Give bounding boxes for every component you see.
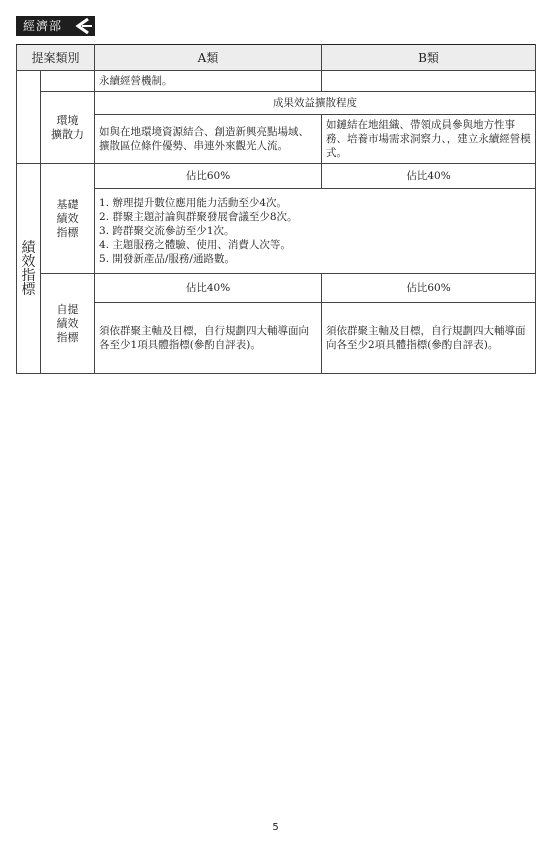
page-header <box>16 16 95 36</box>
list-item: 2. 群聚主題討論與群聚發展會議至少8次。 <box>99 211 298 223</box>
page-number: 5 <box>272 822 279 833</box>
list-item: 3. 跨群聚交流參訪至少1次。 <box>99 225 235 237</box>
basic-a-weight: 佔比60% <box>95 164 322 189</box>
header-type-b: B類 <box>322 45 536 71</box>
continuation-text: 永續經營機制。 <box>95 71 322 92</box>
blank-cell <box>41 71 95 92</box>
list-item: 4. 主題服務之體驗、使用、消費人次等。 <box>99 239 291 251</box>
ministry-logo-icon <box>69 16 95 36</box>
blank-cell <box>322 71 536 92</box>
perf-indicator-label: 績 效 指 標 <box>17 164 41 374</box>
ministry-label: 經濟部 <box>16 16 69 36</box>
self-indicator-label: 自提 績效 指標 <box>41 274 95 374</box>
header-type-a: A類 <box>95 45 322 71</box>
self-b-weight: 佔比60% <box>322 274 536 303</box>
self-a-text: 須依群聚主軸及目標，自行規劃四大輔導面向各至少1項具體指標(參酌自評表)。 <box>95 303 322 374</box>
basic-indicator-list <box>95 189 536 274</box>
env-b-text: 如鏈結在地組織、帶領成員參與地方性事務、培養市場需求洞察力、，建立永續經營模式。 <box>322 115 536 164</box>
blank-cell <box>17 71 41 164</box>
self-a-weight: 佔比40% <box>95 274 322 303</box>
env-label: 環境 擴散力 <box>41 92 95 164</box>
self-b-text: 須依群聚主軸及目標，自行規劃四大輔導面向各至少2項具體指標(參酌自評表)。 <box>322 303 536 374</box>
list-item: 1. 辦理提升數位應用能力活動至少4次。 <box>99 197 288 209</box>
list-item: 5. 開發新產品/服務/通路數。 <box>99 253 235 265</box>
basic-b-weight: 佔比40% <box>322 164 536 189</box>
header-category: 提案類別 <box>17 45 95 71</box>
proposal-criteria-table <box>16 44 536 374</box>
basic-indicator-label: 基礎 績效 指標 <box>41 164 95 274</box>
env-merged-title: 成果效益擴散程度 <box>95 92 536 115</box>
env-a-text: 如與在地環境資源結合、創造新興亮點場域、擴散區位條件優勢、串連外來觀光人流。 <box>95 115 322 164</box>
